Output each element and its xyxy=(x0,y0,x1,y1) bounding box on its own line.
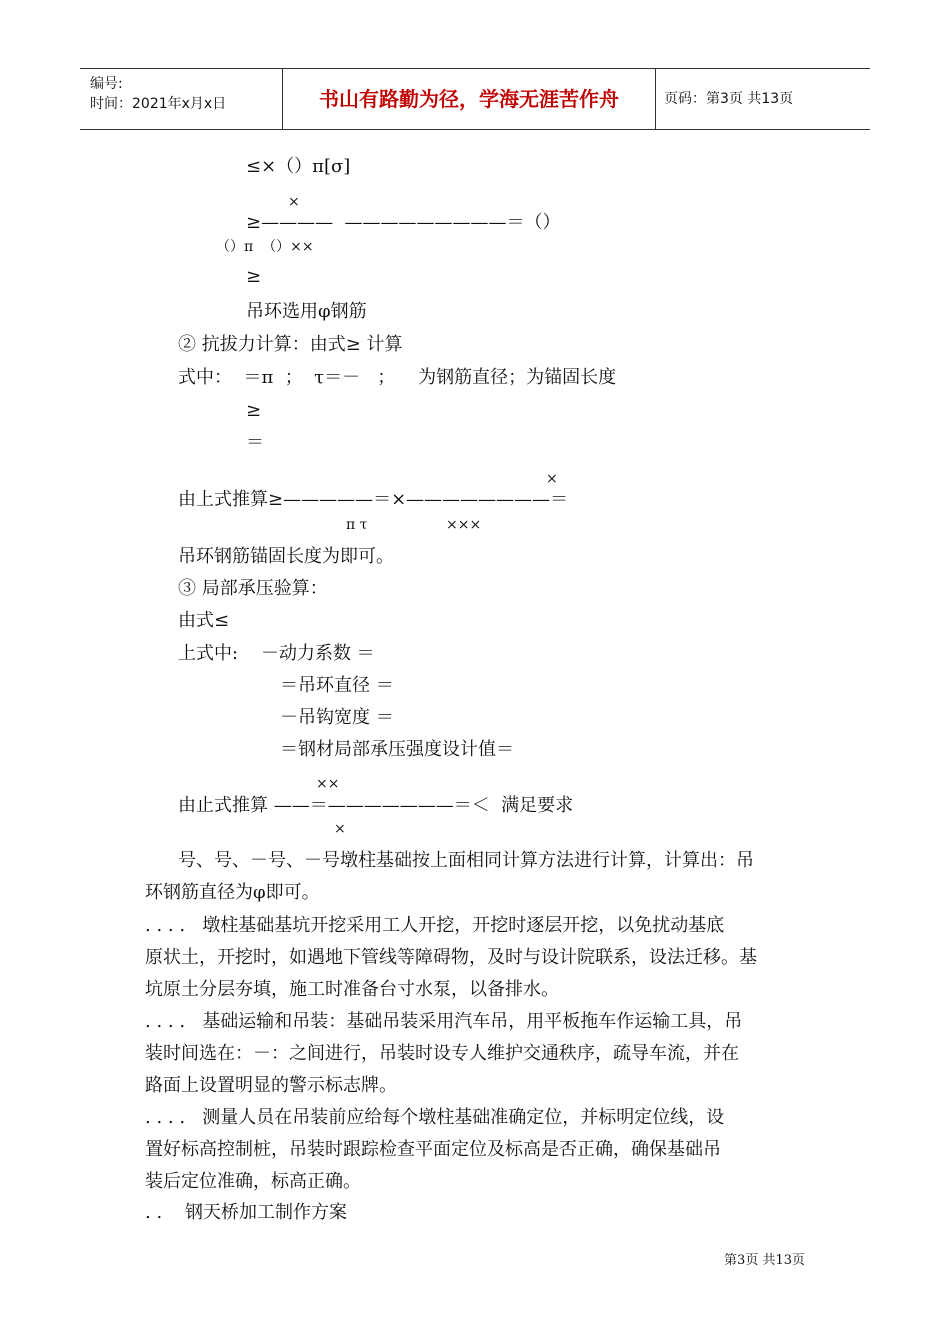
text-line: 装时间选在：－：之间进行，吊装时设专人维护交通秩序，疏导车流，并在 xyxy=(145,1043,739,1064)
text-line: 置好标高控制桩，吊装时跟踪检查平面定位及标高是否正确，确保基础吊 xyxy=(145,1139,721,1160)
formula-line: ≥———— —————————＝（） xyxy=(246,212,561,233)
formula-line: × xyxy=(334,821,346,837)
header-page-label: 页码：第3页 共13页 xyxy=(664,91,794,107)
section-heading: ② 抗拔力计算：由式≥ 计算 xyxy=(178,334,403,355)
formula-line: 由止式推算 ——＝———————＝＜ 满足要求 xyxy=(178,795,574,816)
text-line: ＝钢材局部承压强度设计值＝ xyxy=(280,739,514,760)
section-heading: . . 钢天桥加工制作方案 xyxy=(145,1202,348,1223)
formula-line: ×× xyxy=(316,776,340,792)
formula-line: ≥ xyxy=(246,266,262,287)
text-line: . . . . 测量人员在吊装前应给每个墩柱基础准确定位，并标明定位线，设 xyxy=(145,1107,725,1128)
text-line: . . . . 墩柱基础基坑开挖采用工人开挖，开挖时逐层开挖，以免扰动基底 xyxy=(145,915,725,936)
header-motto: 书山有路勤为径，学海无涯苦作舟 xyxy=(283,69,656,129)
formula-line: π τ xyxy=(346,517,368,533)
formula-line: 由式≤ xyxy=(178,610,230,631)
formula-line: （）π （）×× xyxy=(216,239,314,255)
text-line: 坑原土分层夯填，施工时准备台寸水泵，以备排水。 xyxy=(145,979,559,1000)
code-label: 编号: xyxy=(90,76,123,92)
time-label: 时间：2021年x月x日 xyxy=(90,96,227,112)
text-line: ＝吊环直径 ＝ xyxy=(280,675,394,696)
text-line: 路面上设置明显的警示标志牌。 xyxy=(145,1075,397,1096)
text-line: 吊环钢筋锚固长度为即可。 xyxy=(178,546,394,567)
text-line: 式中： ＝π ； τ＝－ ； 为钢筋直径；为锚固长度 xyxy=(178,367,617,388)
formula-line: 由上式推算≥—————＝×————————＝ xyxy=(178,489,569,510)
text-line: 上式中: －动力系数 ＝ xyxy=(178,643,375,664)
formula-line: ××× xyxy=(446,517,482,533)
text-line: 装后定位准确，标高正确。 xyxy=(145,1171,361,1192)
page-footer: 第3页 共13页 xyxy=(724,1253,805,1268)
formula-line: ≤×（）π[σ] xyxy=(246,156,351,177)
page-header xyxy=(80,68,870,130)
formula-line: × xyxy=(288,194,300,210)
text-line: 原状土，开挖时，如遇地下管线等障碍物，及时与设计院联系，设法迁移。基 xyxy=(145,947,757,968)
text-line: －吊钩宽度 ＝ xyxy=(280,707,394,728)
header-meta xyxy=(80,69,283,129)
formula-line: ＝ xyxy=(246,432,264,453)
formula-line: ≥ xyxy=(246,400,262,421)
formula-line: 吊环选用φ钢筋 xyxy=(246,301,367,322)
text-line: 号、号、－号、－号墩柱基础按上面相同计算方法进行计算，计算出：吊 xyxy=(178,850,754,871)
formula-line: × xyxy=(546,471,558,487)
text-line: 环钢筋直径为φ即可。 xyxy=(145,882,320,903)
text-line: . . . . 基础运输和吊装：基础吊装采用汽车吊，用平板拖车作运输工具，吊 xyxy=(145,1011,743,1032)
section-heading: ③ 局部承压验算： xyxy=(178,578,328,599)
